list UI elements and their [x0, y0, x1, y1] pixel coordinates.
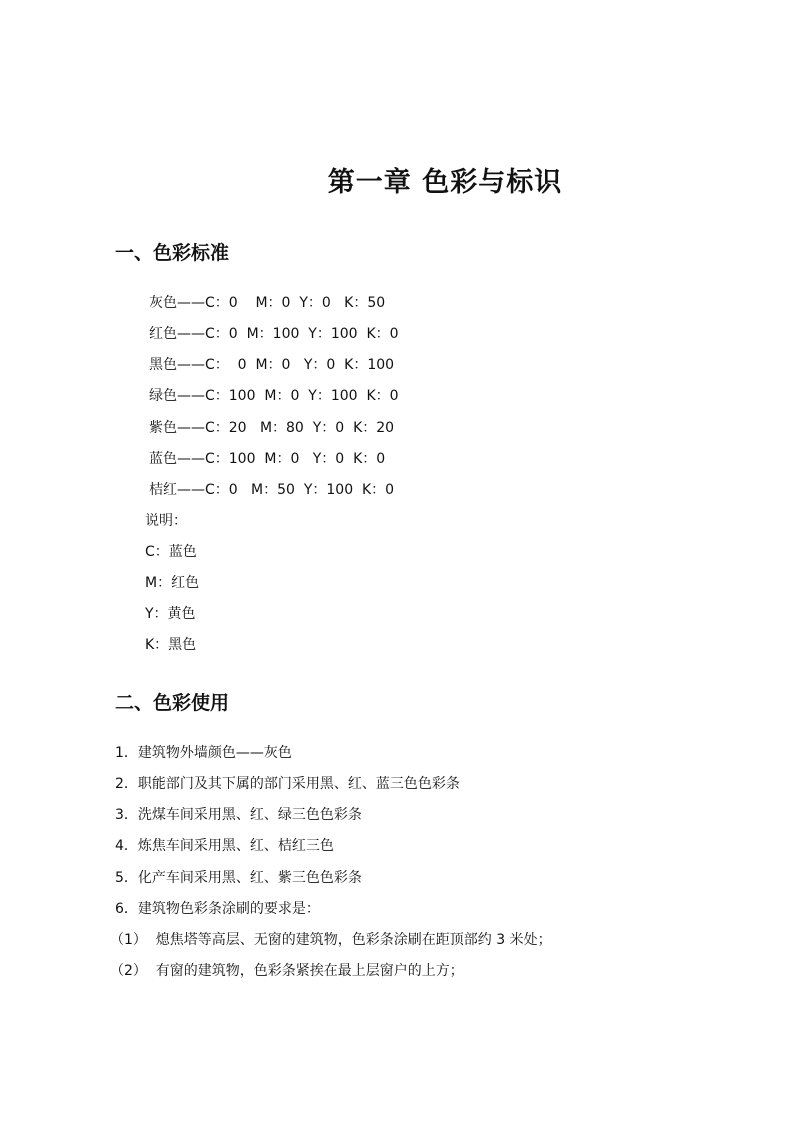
- usage-item-4: 4．炼焦车间采用黑、红、桔红三色: [115, 838, 334, 854]
- color-standard-purple: 紫色——C：20 M：80 Y：0 K：20: [149, 420, 395, 436]
- chapter-title: 第一章 色彩与标识: [327, 167, 563, 198]
- color-standard-green: 绿色——C：100 M：0 Y：100 K：0: [149, 388, 399, 404]
- usage-item-1: 1．建筑物外墙颜色——灰色: [115, 745, 292, 761]
- usage-item-2: 2．职能部门及其下属的部门采用黑、红、蓝三色色彩条: [115, 776, 460, 792]
- usage-item-3: 3．洗煤车间采用黑、红、绿三色色彩条: [115, 807, 362, 823]
- usage-sub-item-2: （2） 有窗的建筑物，色彩条紧挨在最上层窗户的上方；: [110, 963, 464, 979]
- legend-m: M：红色: [145, 575, 200, 591]
- color-standard-gray: 灰色——C：0 M：0 Y：0 K：50: [149, 295, 386, 311]
- usage-item-6: 6．建筑物色彩条涂刷的要求是：: [115, 901, 320, 917]
- section-heading-color-standard: 一、色彩标准: [115, 242, 230, 264]
- usage-item-5: 5．化产车间采用黑、红、紫三色色彩条: [115, 870, 362, 886]
- color-standard-black: 黑色——C： 0 M：0 Y：0 K：100: [149, 357, 395, 373]
- color-standard-red: 红色——C：0 M：100 Y：100 K：0: [149, 326, 399, 342]
- color-standard-blue: 蓝色——C：100 M：0 Y：0 K：0: [149, 451, 386, 467]
- note-label: 说明：: [145, 513, 187, 529]
- usage-sub-item-1: （1） 熄焦塔等高层、无窗的建筑物，色彩条涂刷在距顶部约 3 米处；: [110, 932, 552, 948]
- section-heading-color-usage: 二、色彩使用: [115, 692, 230, 714]
- color-standard-orange: 桔红——C：0 M：50 Y：100 K：0: [149, 482, 395, 498]
- legend-c: C：蓝色: [145, 544, 197, 560]
- legend-k: K：黑色: [145, 637, 197, 653]
- legend-y: Y：黄色: [145, 606, 196, 622]
